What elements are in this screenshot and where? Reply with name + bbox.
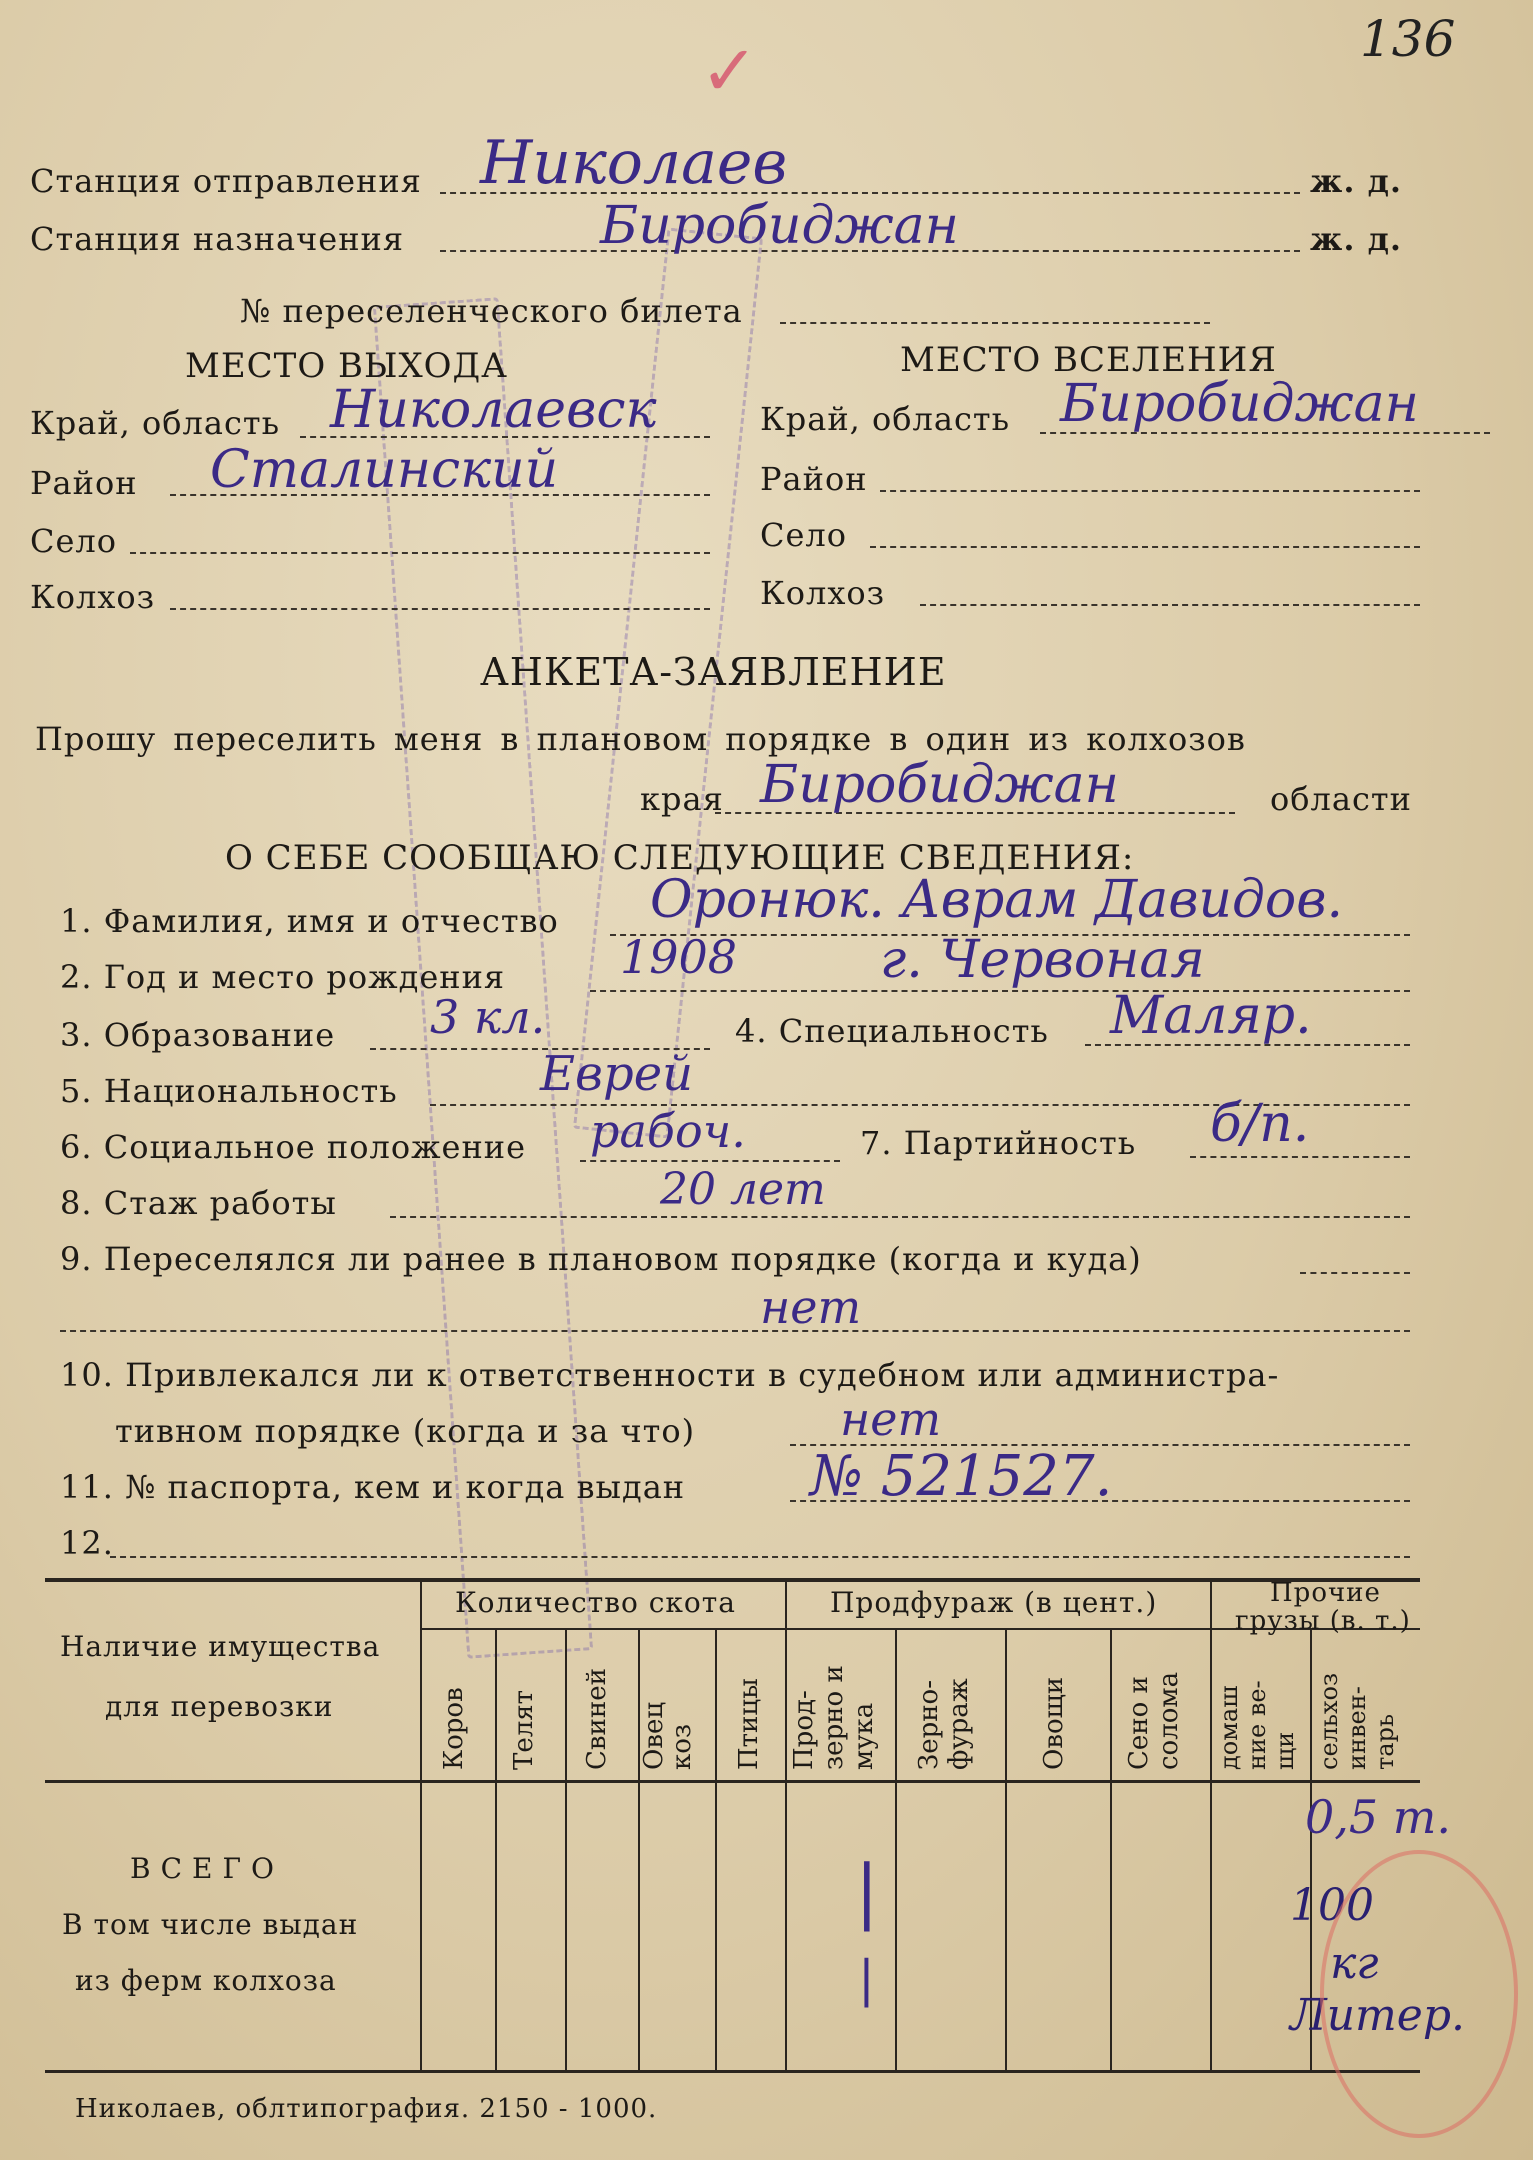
table-top-border <box>45 1578 1420 1582</box>
field-5-label: 5. Национальность <box>60 1072 398 1110</box>
col-fodder-1: Зерно- <box>914 1680 944 1770</box>
form-title: АНКЕТА-ЗАЯВЛЕНИЕ <box>480 650 947 694</box>
note-line2: кг <box>1330 1938 1379 1989</box>
note-line1: 100 <box>1290 1880 1374 1931</box>
household-value: 0,5 т. <box>1305 1790 1452 1844</box>
col-farmtools-2: инвен- <box>1343 1686 1371 1770</box>
rail-suffix: ж. д. <box>1310 220 1403 258</box>
settlement-kolkhoz-label: Колхоз <box>760 574 886 612</box>
underline <box>1300 1272 1410 1274</box>
underline <box>920 604 1420 606</box>
underline <box>780 322 1210 324</box>
field-3-label: 3. Образование <box>60 1016 336 1054</box>
col-divider <box>785 1580 787 2070</box>
field-3-value: 3 кл. <box>430 990 546 1044</box>
col-hay-2: солома <box>1154 1671 1184 1770</box>
field-8-label: 8. Стаж работы <box>60 1184 337 1222</box>
field-4-label: 4. Специальность <box>735 1012 1049 1050</box>
col-farmtools-3: тарь <box>1371 1713 1399 1770</box>
underline <box>580 1160 840 1162</box>
col-divider <box>1110 1628 1112 2070</box>
col-veg: Овощи <box>1039 1676 1069 1770</box>
underline <box>870 546 1420 548</box>
field-5-value: Еврей <box>540 1046 694 1102</box>
note-line3: Литер. <box>1290 1990 1465 2041</box>
table-bottom-border <box>45 2070 1420 2073</box>
request-line: Прошу переселить меня в плановом порядке в один из колхозов <box>35 720 1246 758</box>
ticket-number-label: № переселенческого билета <box>240 292 743 330</box>
field-11-label: 11. № паспорта, кем и когда выдан <box>60 1468 686 1506</box>
group-other-line2: грузы (в. т.) <box>1235 1606 1411 1636</box>
col-divider <box>895 1628 897 2070</box>
field-2-value: 1908 <box>620 930 738 984</box>
field-10-value: нет <box>840 1392 942 1446</box>
issued-label-line2: из ферм колхоза <box>75 1964 337 1997</box>
underline <box>110 1556 1410 1558</box>
kraya-label: края <box>640 780 724 818</box>
printer-imprint: Николаев, облтипография. 2150 - 1000. <box>75 2094 658 2124</box>
field-6-label: 6. Социальное положение <box>60 1128 527 1166</box>
total-label: ВСЕГО <box>130 1852 284 1885</box>
red-stamp-mark <box>1320 1850 1518 2138</box>
underline <box>60 1330 1410 1332</box>
oblasti-label: области <box>1270 780 1412 818</box>
field-4-value: Маляр. <box>1110 986 1312 1046</box>
col-grain-1: Прод- <box>789 1690 819 1770</box>
row-header-line1: Наличие имущества <box>60 1630 381 1663</box>
field-9-label: 9. Переселялся ли ранее в плановом порядке (когда и куда) <box>60 1240 1142 1278</box>
col-pigs: Свиней <box>582 1668 612 1770</box>
origin-district-label: Район <box>30 464 138 502</box>
col-divider <box>1210 1580 1212 2070</box>
field-8-value: 20 лет <box>660 1164 826 1215</box>
tick-mark: | <box>855 1850 879 1932</box>
field-2-label: 2. Год и место рождения <box>60 958 506 996</box>
settlement-district-label: Район <box>760 460 868 498</box>
field-1-value: Оронюк. Аврам Давидов. <box>650 870 1344 930</box>
field-11-value: № 521527. <box>810 1444 1113 1509</box>
col-divider <box>565 1628 567 2070</box>
field-10-label-line1: 10. Привлекался ли к ответственности в судебном или администра- <box>60 1356 1280 1394</box>
col-birds: Птицы <box>734 1678 764 1770</box>
field-9-value: нет <box>760 1280 862 1334</box>
info-heading: О СЕБЕ СООБЩАЮ СЛЕДУЮЩИЕ СВЕДЕНИЯ: <box>225 838 1135 878</box>
underline <box>170 608 710 610</box>
col-hay-1: Сено и <box>1124 1676 1154 1770</box>
field-12-label: 12. <box>60 1524 114 1562</box>
destination-station-label: Станция назначения <box>30 220 405 258</box>
col-calves: Телят <box>509 1689 539 1770</box>
settlement-region-label: Край, область <box>760 400 1010 438</box>
settlement-region-value: Биробиджан <box>1060 374 1419 434</box>
field-2-place: г. Червоная <box>880 930 1205 990</box>
settlement-village-label: Село <box>760 516 848 554</box>
origin-village-label: Село <box>30 522 118 560</box>
page-number: 136 <box>1360 10 1456 68</box>
col-divider <box>420 1580 422 2070</box>
origin-heading: МЕСТО ВЫХОДА <box>185 346 508 386</box>
col-divider <box>495 1628 497 2070</box>
col-grain-2: зерно и <box>819 1665 849 1770</box>
row-header-line2: для перевозки <box>105 1690 334 1723</box>
check-mark-icon: ✓ <box>700 30 759 112</box>
field-10-label-line2: тивном порядке (когда и за что) <box>115 1412 696 1450</box>
col-household-1: домаш <box>1215 1685 1243 1770</box>
col-household-2: ние ве- <box>1243 1680 1271 1770</box>
table-header-bottom <box>45 1780 1420 1783</box>
underline <box>390 1216 1410 1218</box>
col-farmtools-1: сельхоз <box>1315 1672 1343 1770</box>
col-sheep-2: коз <box>667 1723 697 1770</box>
tick-mark: | <box>858 1950 875 2008</box>
col-divider <box>1005 1628 1007 2070</box>
field-1-label: 1. Фамилия, имя и отчество <box>60 902 559 940</box>
destination-station-value: Биробиджан <box>600 196 959 256</box>
origin-district-value: Сталинский <box>210 440 559 500</box>
field-6-value: рабоч. <box>590 1104 746 1158</box>
departure-station-value: Николаев <box>480 128 788 198</box>
origin-region-value: Николаевск <box>330 380 657 440</box>
col-divider <box>715 1628 717 2070</box>
issued-label-line1: В том числе выдан <box>62 1908 359 1941</box>
origin-region-label: Край, область <box>30 404 280 442</box>
underline <box>130 552 710 554</box>
field-7-label: 7. Партийность <box>860 1124 1137 1162</box>
rail-suffix: ж. д. <box>1310 162 1403 200</box>
underline <box>1190 1156 1410 1158</box>
field-7-value: б/п. <box>1210 1094 1310 1154</box>
settlement-heading: МЕСТО ВСЕЛЕНИЯ <box>900 340 1277 380</box>
group-fodder: Продфураж (в цент.) <box>830 1586 1158 1619</box>
underline <box>880 490 1420 492</box>
origin-kolkhoz-label: Колхоз <box>30 578 156 616</box>
col-sheep-1: Овец <box>639 1701 669 1770</box>
group-other-line1: Прочие <box>1270 1578 1381 1608</box>
col-grain-3: мука <box>849 1702 879 1770</box>
col-household-3: щи <box>1271 1731 1299 1770</box>
departure-station-label: Станция отправления <box>30 162 422 200</box>
group-livestock: Количество скота <box>455 1586 736 1619</box>
col-fodder-2: фураж <box>944 1678 974 1770</box>
col-divider <box>638 1628 640 2070</box>
kraya-value: Биробиджан <box>760 755 1119 815</box>
col-cows: Коров <box>439 1687 469 1770</box>
